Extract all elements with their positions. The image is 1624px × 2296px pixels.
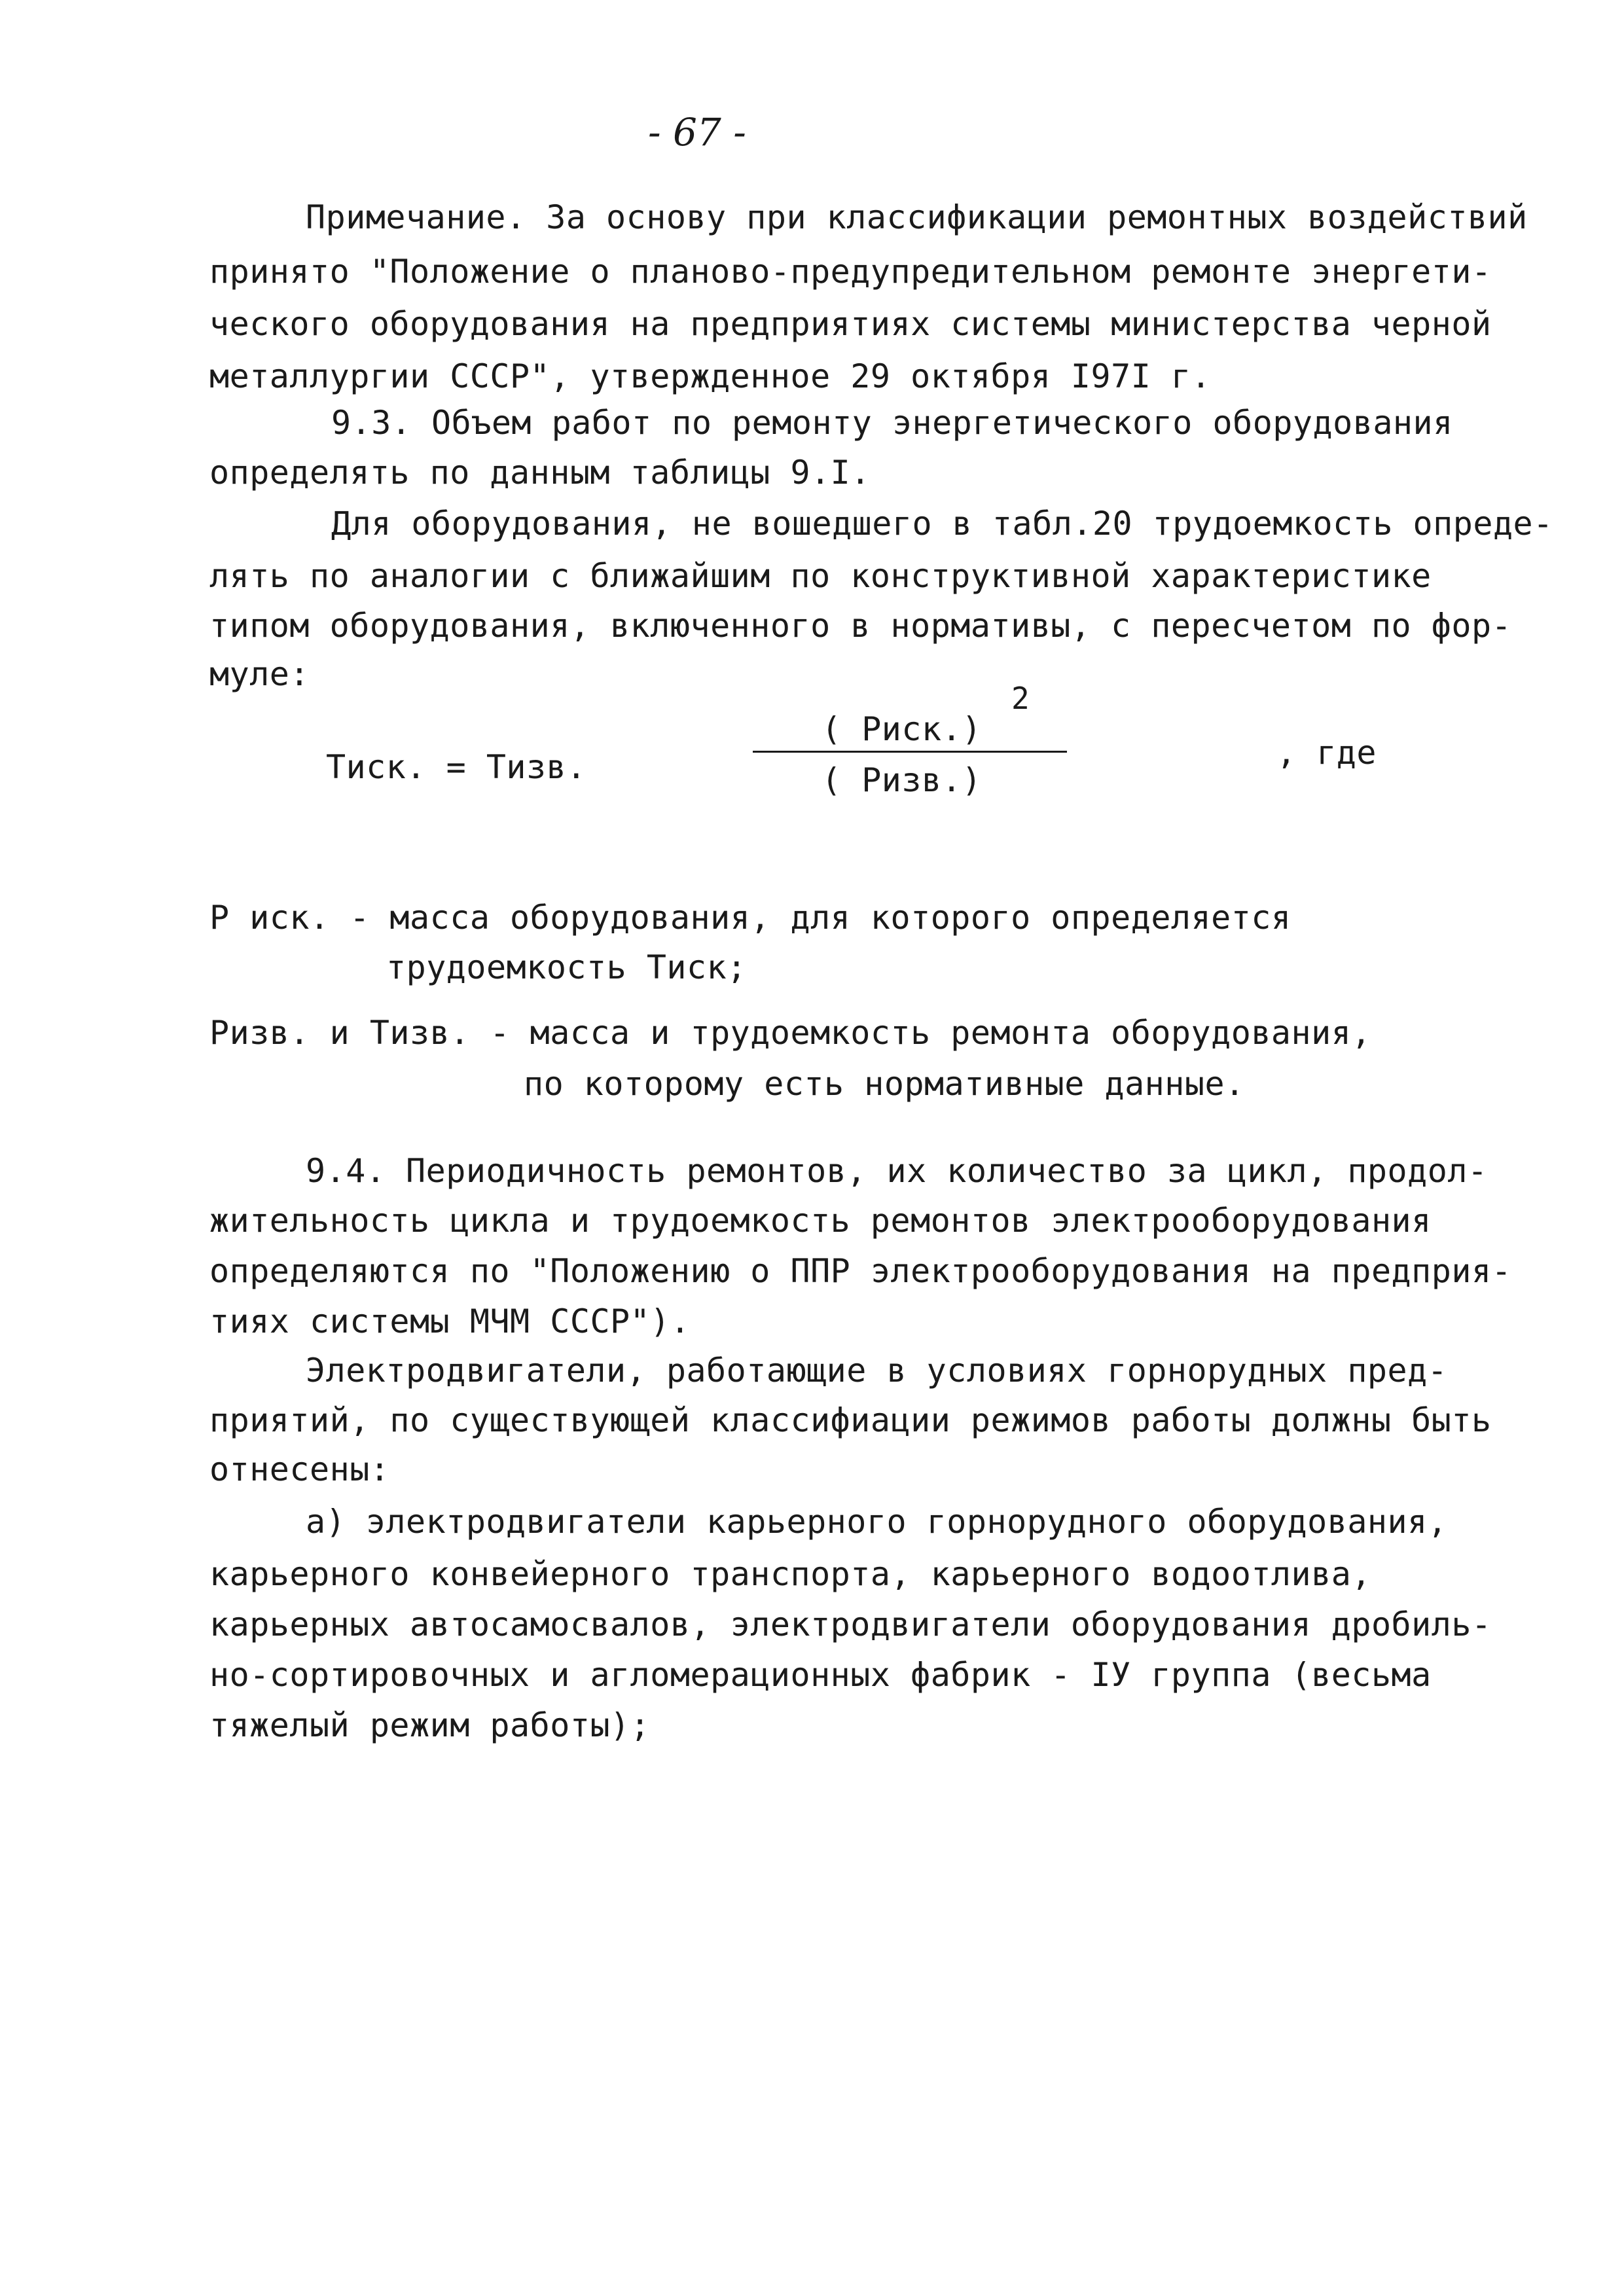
definition-p-izv: Ризв. и Тизв. - масса и трудоемкость ремонта оборудования,: [209, 1014, 1371, 1052]
item-a-line-2: карьерного конвейерного транспорта, карьерного водоотлива,: [209, 1555, 1371, 1593]
motors-line-1: Электродвигатели, работающие в условиях горнорудных пред-: [306, 1352, 1448, 1390]
motors-line-2: приятий, по существующей классифиации режимов работы должны быть: [209, 1401, 1492, 1439]
note-line-1: Примечание. За основу при классификации ремонтных воздействий: [306, 198, 1528, 236]
section-9-4-line-3: определяются по "Положению о ППР электрооборудования на предприя-: [209, 1252, 1512, 1290]
formula-lhs: Тиск. = Тизв.: [326, 748, 586, 786]
page-number: - 67 -: [648, 110, 746, 154]
section-9-3-line-2: определять по данным таблицы 9.I.: [209, 454, 871, 492]
note-line-2: принято "Положение о планово-предупредительном ремонте энергети-: [209, 253, 1492, 291]
definition-p-isk: Р иск. - масса оборудования, для которого определяется: [209, 899, 1291, 937]
note-line-3: ческого оборудования на предприятиях системы министерства черной: [209, 305, 1492, 343]
section-9-4-line-2: жительность цикла и трудоемкость ремонтов электрооборудования: [209, 1202, 1432, 1240]
definition-p-isk-cont: трудоемкость Тиск;: [386, 948, 747, 986]
item-a-line-4: но-сортировочных и агломерационных фабрик - IУ группа (весьма: [209, 1656, 1432, 1694]
motors-line-3: отнесены:: [209, 1450, 390, 1488]
formula-fraction-bar: [753, 751, 1067, 753]
item-a-line-1: а) электродвигатели карьерного горнорудного оборудования,: [306, 1503, 1448, 1541]
analogy-line-1: Для оборудования, не вошедшего в табл.20 трудоемкость опреде-: [331, 505, 1553, 543]
note-line-4: металлургии СССР", утвержденное 29 октября I97I г.: [209, 357, 1212, 395]
item-a-line-5: тяжелый режим работы);: [209, 1706, 651, 1744]
analogy-line-3: типом оборудования, включенного в нормативы, с пересчетом по фор-: [209, 607, 1512, 645]
section-9-4-line-4: тиях системы МЧМ СССР").: [209, 1302, 691, 1340]
formula-exponent: 2: [1011, 681, 1030, 716]
definition-p-izv-cont: по которому есть нормативные данные.: [524, 1065, 1245, 1103]
formula-suffix: , где: [1276, 734, 1377, 772]
section-9-4-line-1: 9.4. Периодичность ремонтов, их количество за цикл, продол-: [306, 1152, 1488, 1190]
formula-numerator: ( Риск.): [821, 710, 982, 748]
formula-denominator: ( Ризв.): [821, 761, 982, 799]
analogy-line-4: муле:: [209, 655, 310, 693]
item-a-line-3: карьерных автосамосвалов, электродвигатели оборудования дробиль-: [209, 1605, 1492, 1643]
analogy-line-2: лять по аналогии с ближайшим по конструктивной характеристике: [209, 557, 1432, 595]
section-9-3-line-1: 9.3. Объем работ по ремонту энергетического оборудования: [331, 404, 1453, 442]
